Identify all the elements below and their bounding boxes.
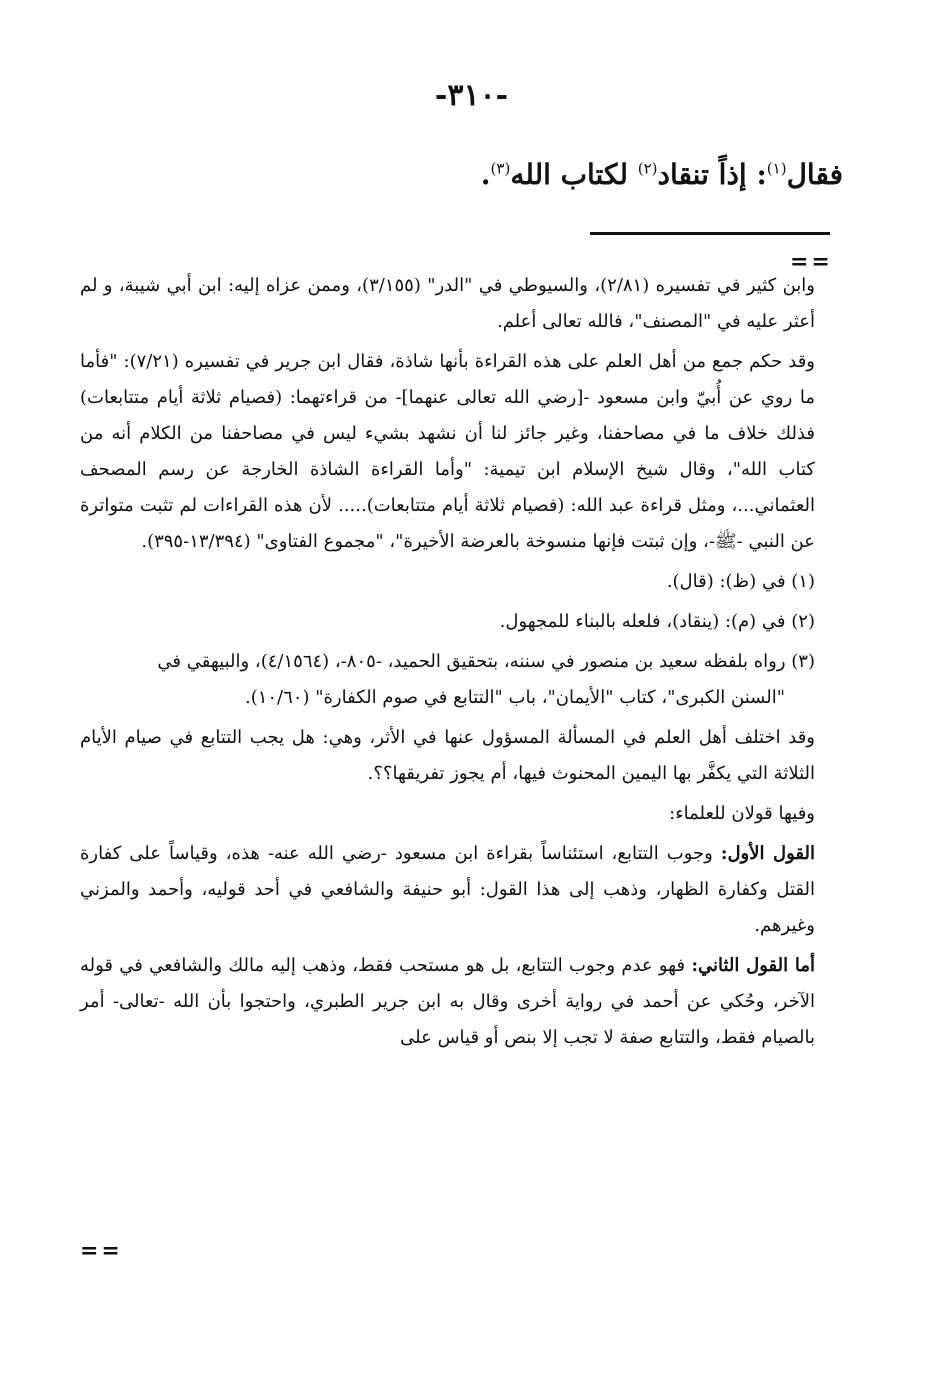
footnote-carryover-2: وقد حكم جمع من أهل العلم على هذه القراءة بأنها شاذة، فقال ابن جرير في تفسيره (٧/٢١): "فأما ما روي عن أُبيّ وابن مسعود -[رضي الله تعالى عنهما]- من قراءتهما: (فصيام ثلاثة أيام متتابعات) فذلك خلاف ما في مصاحفنا، وغير جائز لنا أن نشهد بشيء ليس في مصاحفنا من الكلام أنه من كتاب الله"، وقال شيخ الإسلام ابن تيمية: "وأما القراءة الشاذة الخارجة عن رسم المصحف العثماني...، ومثل قراءة عبد الله: (فصيام ثلاثة أيام متتابعات)..... لأن هذه القراءات لم تثبت متواترة عن النبي -ﷺ-، وإن ثبتت فإنها منسوخة بالعرضة الأخيرة"، "مجموع الفتاوى" (١٣/٣٩٤-٣٩٥). (80, 351, 815, 552)
main-text-suffix: لكتاب الله (510, 158, 638, 191)
footnotes-section (80, 268, 815, 1060)
first-opinion-label: القول الأول: (720, 843, 816, 864)
main-text-line (83, 158, 843, 191)
footnote-ref-1: (١) (766, 159, 787, 178)
footnote-carryover-1: وابن كثير في تفسيره (٢/٨١)، والسيوطي في "الدر" (٣/١٥٥)، وممن عزاه إليه: ابن أبي شيبة، و لم أعثر عليه في "المصنف"، فالله تعالى أعلم. (80, 275, 815, 332)
second-opinion-paragraph (80, 948, 815, 1056)
footnote-ref-2: (٢) (637, 159, 658, 178)
first-opinion-text: وجوب التتابع، استئناساً بقراءة ابن مسعود -رضي الله عنه- هذه، وقياساً على كفارة القتل وكفارة الظهار، وذهب إلى هذا القول: أبو حنيفة والشافعي في أحد قوليه، وأحمد والمزني وغيرهم. (80, 843, 815, 936)
footnote-separator-rule (590, 232, 830, 235)
main-text-end: . (480, 158, 491, 191)
main-text-middle: : إذاً تنقاد (657, 158, 767, 191)
footnote-1: (١) في (ظ): (قال). (666, 571, 815, 592)
footnote-2: (٢) في (م): (ينقاد)، فلعله بالبناء للمجهول. (499, 611, 815, 632)
footnote-3-disagreement: وقد اختلف أهل العلم في المسألة المسؤول عنها في الأثر، وهي: هل يجب التتابع في صيام الأيام الثلاثة التي يكفَّر بها اليمين المحنوث فيها، أم يجوز تفريقها؟؟. (80, 727, 815, 784)
first-opinion-paragraph (80, 836, 815, 944)
second-opinion-text: فهو عدم وجوب التتابع، بل هو مستحب فقط، وذهب إليه مالك والشافعي في قوله الآخر، وحُكي عن أحمد في رواية أخرى وقال به ابن جرير الطبري، واحتجوا بأن الله -تعالى- أمر بالصيام فقط، والتتابع صفة لا تجب إلا بنص أو قياس على (80, 955, 815, 1048)
footnote-3-line-1: (٣) رواه بلفظه سعيد بن منصور في سننه، بتحقيق الحميد، -٨٠٥-، (٤/١٥٦٤)، والبيهقي في (157, 651, 815, 672)
footnote-3-line-2: "السنن الكبرى"، كتاب "الأيمان"، باب "التتابع في صوم الكفارة" (١٠/٦٠). (244, 687, 785, 708)
main-text-prefix: فقال (786, 158, 843, 191)
second-opinion-label: أما القول الثاني: (691, 955, 816, 976)
continuation-mark-top: == (790, 249, 833, 275)
continuation-mark-bottom: == (80, 1238, 123, 1264)
footnote-ref-3: (٣) (490, 159, 511, 178)
footnote-3-two-opinions: وفيها قولان للعلماء: (669, 803, 815, 824)
page-number: -٣١٠- (434, 78, 509, 113)
